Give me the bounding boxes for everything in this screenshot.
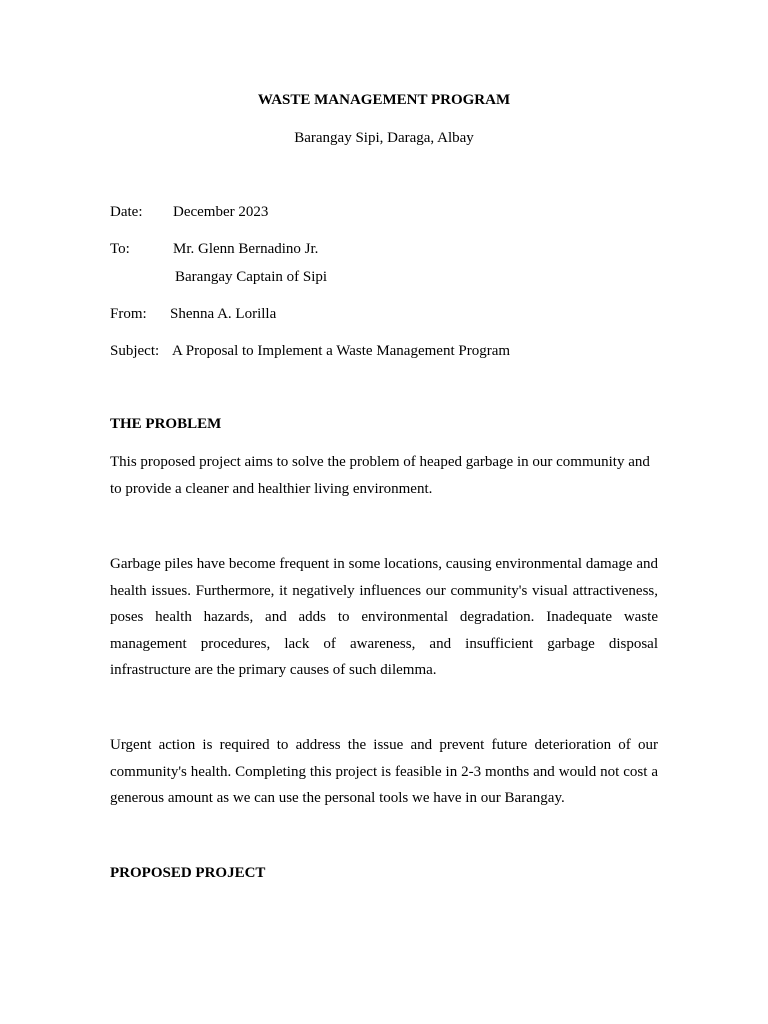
from-label: From: bbox=[110, 306, 147, 322]
to-recipient-title: Barangay Captain of Sipi bbox=[175, 269, 328, 285]
problem-paragraph-3: Urgent action is required to address the issue and prevent future deterioration of our community's health. Completing this project is feasible in 2-3 months and would not cost a generous amount as we can use the personal tools we have in our Barangay. bbox=[110, 737, 658, 806]
problem-paragraph-1: This proposed project aims to solve the problem of heaped garbage in our community and to provide a cleaner and healthier living environment. bbox=[110, 454, 650, 497]
subject-value: A Proposal to Implement a Waste Management Program bbox=[172, 343, 511, 359]
date-value: December 2023 bbox=[173, 204, 269, 220]
date-label: Date: bbox=[110, 204, 143, 220]
document-title: WASTE MANAGEMENT PROGRAM bbox=[257, 92, 511, 108]
to-recipient-name: Mr. Glenn Bernadino Jr. bbox=[173, 241, 319, 257]
section-heading-proposed-project: PROPOSED PROJECT bbox=[110, 865, 266, 881]
subject-label: Subject: bbox=[110, 343, 160, 359]
from-value: Shenna A. Lorilla bbox=[170, 306, 277, 322]
problem-paragraph-2: Garbage piles have become frequent in some locations, causing environmental damage and health issues. Furthermore, it negatively influences our community's visual attractiveness, poses health hazards, and adds to environmental degradation. Inadequate waste management procedures, lack of awareness, and insufficient garbage disposal infrastructure are the primary causes of such dilemma. bbox=[110, 556, 658, 678]
document-subtitle: Barangay Sipi, Daraga, Albay bbox=[294, 130, 474, 146]
section-heading-problem: THE PROBLEM bbox=[110, 416, 222, 432]
to-label: To: bbox=[110, 241, 130, 257]
